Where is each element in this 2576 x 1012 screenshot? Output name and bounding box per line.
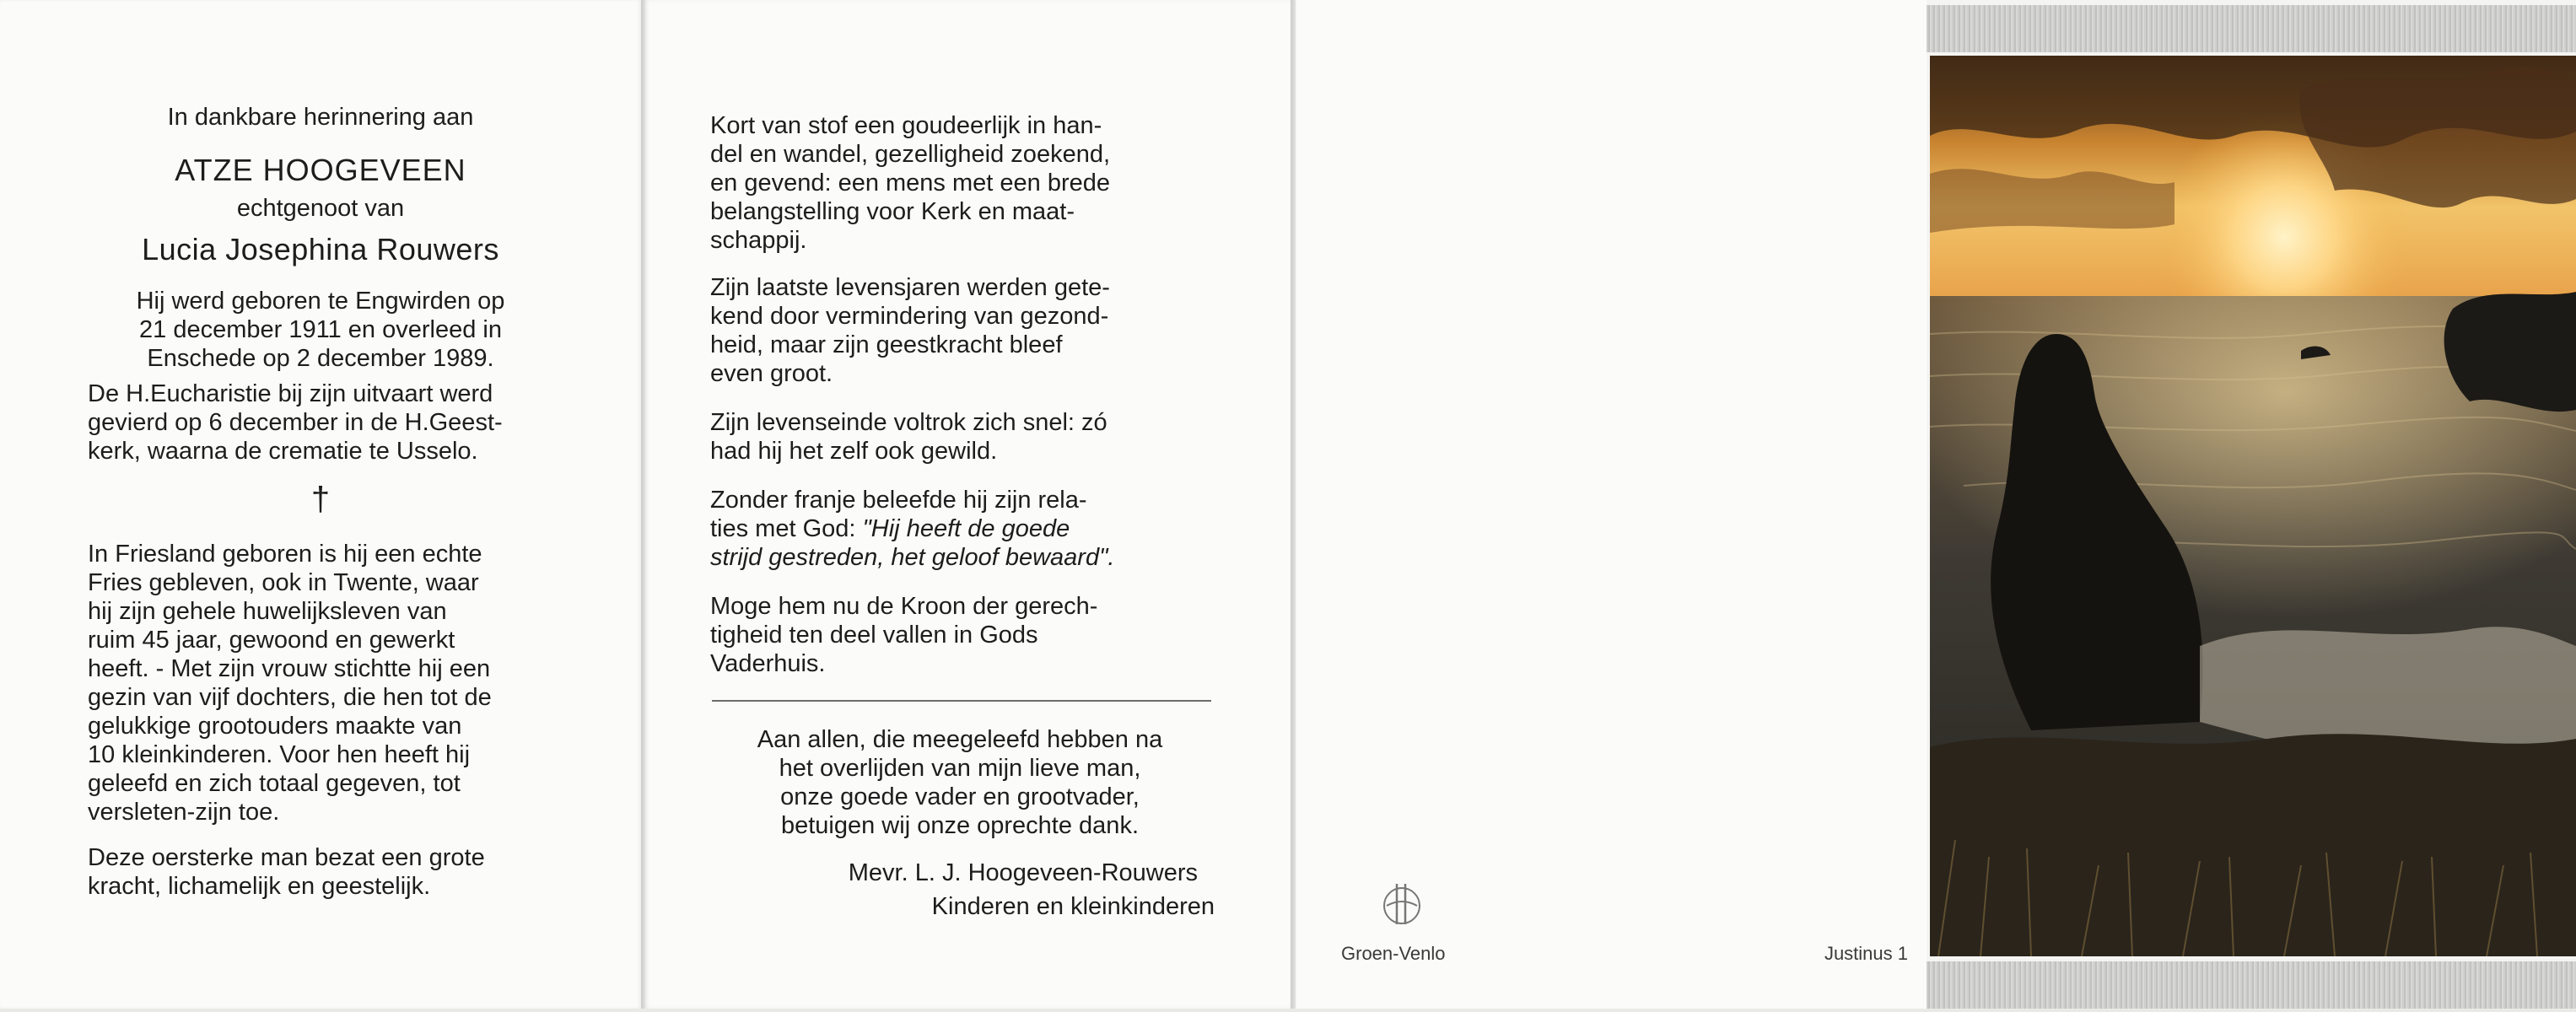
strength-line-1: Deze oersterke man bezat een grote	[88, 844, 485, 871]
funeral-line-1: De H.Eucharistie bij zijn uitvaart werd	[88, 380, 493, 407]
p5-line: Moge hem nu de Kroon der gerech-	[710, 593, 1098, 620]
birth-line-3: Enschede op 2 december 1989.	[147, 345, 494, 372]
p5-line: Vaderhuis.	[710, 650, 826, 677]
thanks-line: betuigen wij onze oprechte dank.	[780, 812, 1139, 839]
photo-top-band	[1927, 5, 2576, 52]
thanks-line: het overlijden van mijn lieve man,	[779, 755, 1141, 782]
funeral-line-2: gevierd op 6 december in de H.Geest-	[88, 409, 503, 436]
fold-shadow	[641, 0, 648, 1009]
bio-line: gezin van vijf dochters, die hen tot de	[88, 684, 492, 711]
p2-line: heid, maar zijn geestkracht bleef	[710, 331, 1063, 358]
publisher-name: Groen-Venlo	[1341, 943, 1446, 964]
p4-line-pre: ties met God:	[710, 515, 863, 542]
p4-line: Zonder franje beleefde hij zijn rela-	[710, 487, 1087, 514]
deceased-name: ATZE HOOGEVEEN	[175, 153, 466, 187]
relation-text: echtgenoot van	[236, 195, 405, 222]
p1-line: del en wandel, gezelligheid zoekend,	[710, 141, 1111, 168]
publisher-logo-icon	[1377, 877, 1427, 928]
p3-line: Zijn levenseinde voltrok zich snel: zó	[710, 409, 1107, 436]
bio-line: Fries gebleven, ook in Twente, waar	[88, 569, 479, 596]
p3-line: had hij het zelf ook gewild.	[710, 438, 998, 465]
bio-line: In Friesland geboren is hij een echte	[88, 541, 482, 568]
bio-line: heeft. - Met zijn vrouw stichtte hij een	[88, 655, 491, 682]
bible-quote: strijd gestreden, het geloof bewaard".	[710, 544, 1115, 571]
photo-bottom-band	[1927, 961, 2576, 1009]
p1-line: schappij.	[710, 227, 807, 254]
card-middle-panel	[644, 0, 1291, 1009]
birth-line-2: 21 december 1911 en overleed in	[139, 316, 502, 343]
bio-line: hij zijn gehele huwelijksleven van	[88, 598, 447, 625]
bio-line: versleten-zijn toe.	[88, 799, 280, 826]
card-left-panel	[0, 0, 641, 1009]
intro-text: In dankbare herinnering aan	[167, 104, 474, 131]
p1-line: Kort van stof een goudeerlijk in han-	[710, 112, 1102, 139]
divider	[712, 700, 1211, 702]
life-end-paragraph	[710, 408, 1210, 466]
birth-death-text	[76, 287, 565, 373]
cross-icon: †	[310, 481, 331, 518]
p5-line: tigheid ten deel vallen in Gods	[710, 622, 1038, 649]
p1-line: en gevend: een mens met een brede	[710, 170, 1110, 196]
funeral-line-3: kerk, waarna de crematie te Usselo.	[88, 438, 478, 465]
bible-quote: "Hij heeft de goede	[862, 515, 1070, 542]
bio-line: gelukkige grootouders maakte van	[88, 713, 462, 740]
signature-widow: Mevr. L. J. Hoogeveen-Rouwers	[848, 859, 1198, 886]
birth-line-1: Hij werd geboren te Engwirden op	[136, 288, 505, 315]
last-years-paragraph	[710, 273, 1210, 388]
series-label: Justinus 1	[1824, 943, 1908, 964]
funeral-text	[88, 380, 587, 466]
spouse-name: Lucia Josephina Rouwers	[142, 232, 499, 266]
fold-shadow	[1291, 0, 1297, 1009]
crown-paragraph	[710, 592, 1210, 678]
bio-line: 10 kleinkinderen. Voor hen heeft hij	[88, 741, 471, 768]
sunset-sea-photo	[1930, 56, 2576, 956]
p2-line: Zijn laatste levensjaren werden gete-	[710, 274, 1110, 301]
character-paragraph	[710, 111, 1210, 255]
thanks-paragraph	[710, 725, 1210, 840]
thanks-line: Aan allen, die meegeleefd hebben na	[757, 726, 1163, 753]
bio-line: ruim 45 jaar, gewoond en gewerkt	[88, 627, 455, 654]
p2-line: kend door vermindering van gezond-	[710, 303, 1109, 330]
p1-line: belangstelling voor Kerk en maat-	[710, 198, 1075, 225]
p4-line	[710, 514, 1210, 543]
thanks-line: onze goede vader en grootvader,	[780, 783, 1140, 810]
bio-line: geleefd en zich totaal gegeven, tot	[88, 770, 461, 797]
signature-children: Kinderen en kleinkinderen	[931, 893, 1215, 920]
p2-line: even groot.	[710, 360, 833, 387]
biography-text	[88, 540, 587, 826]
card-back-panel	[1296, 0, 1927, 1009]
strength-text	[88, 843, 587, 901]
faith-paragraph	[710, 486, 1210, 572]
strength-line-2: kracht, lichamelijk en geestelijk.	[88, 873, 431, 900]
